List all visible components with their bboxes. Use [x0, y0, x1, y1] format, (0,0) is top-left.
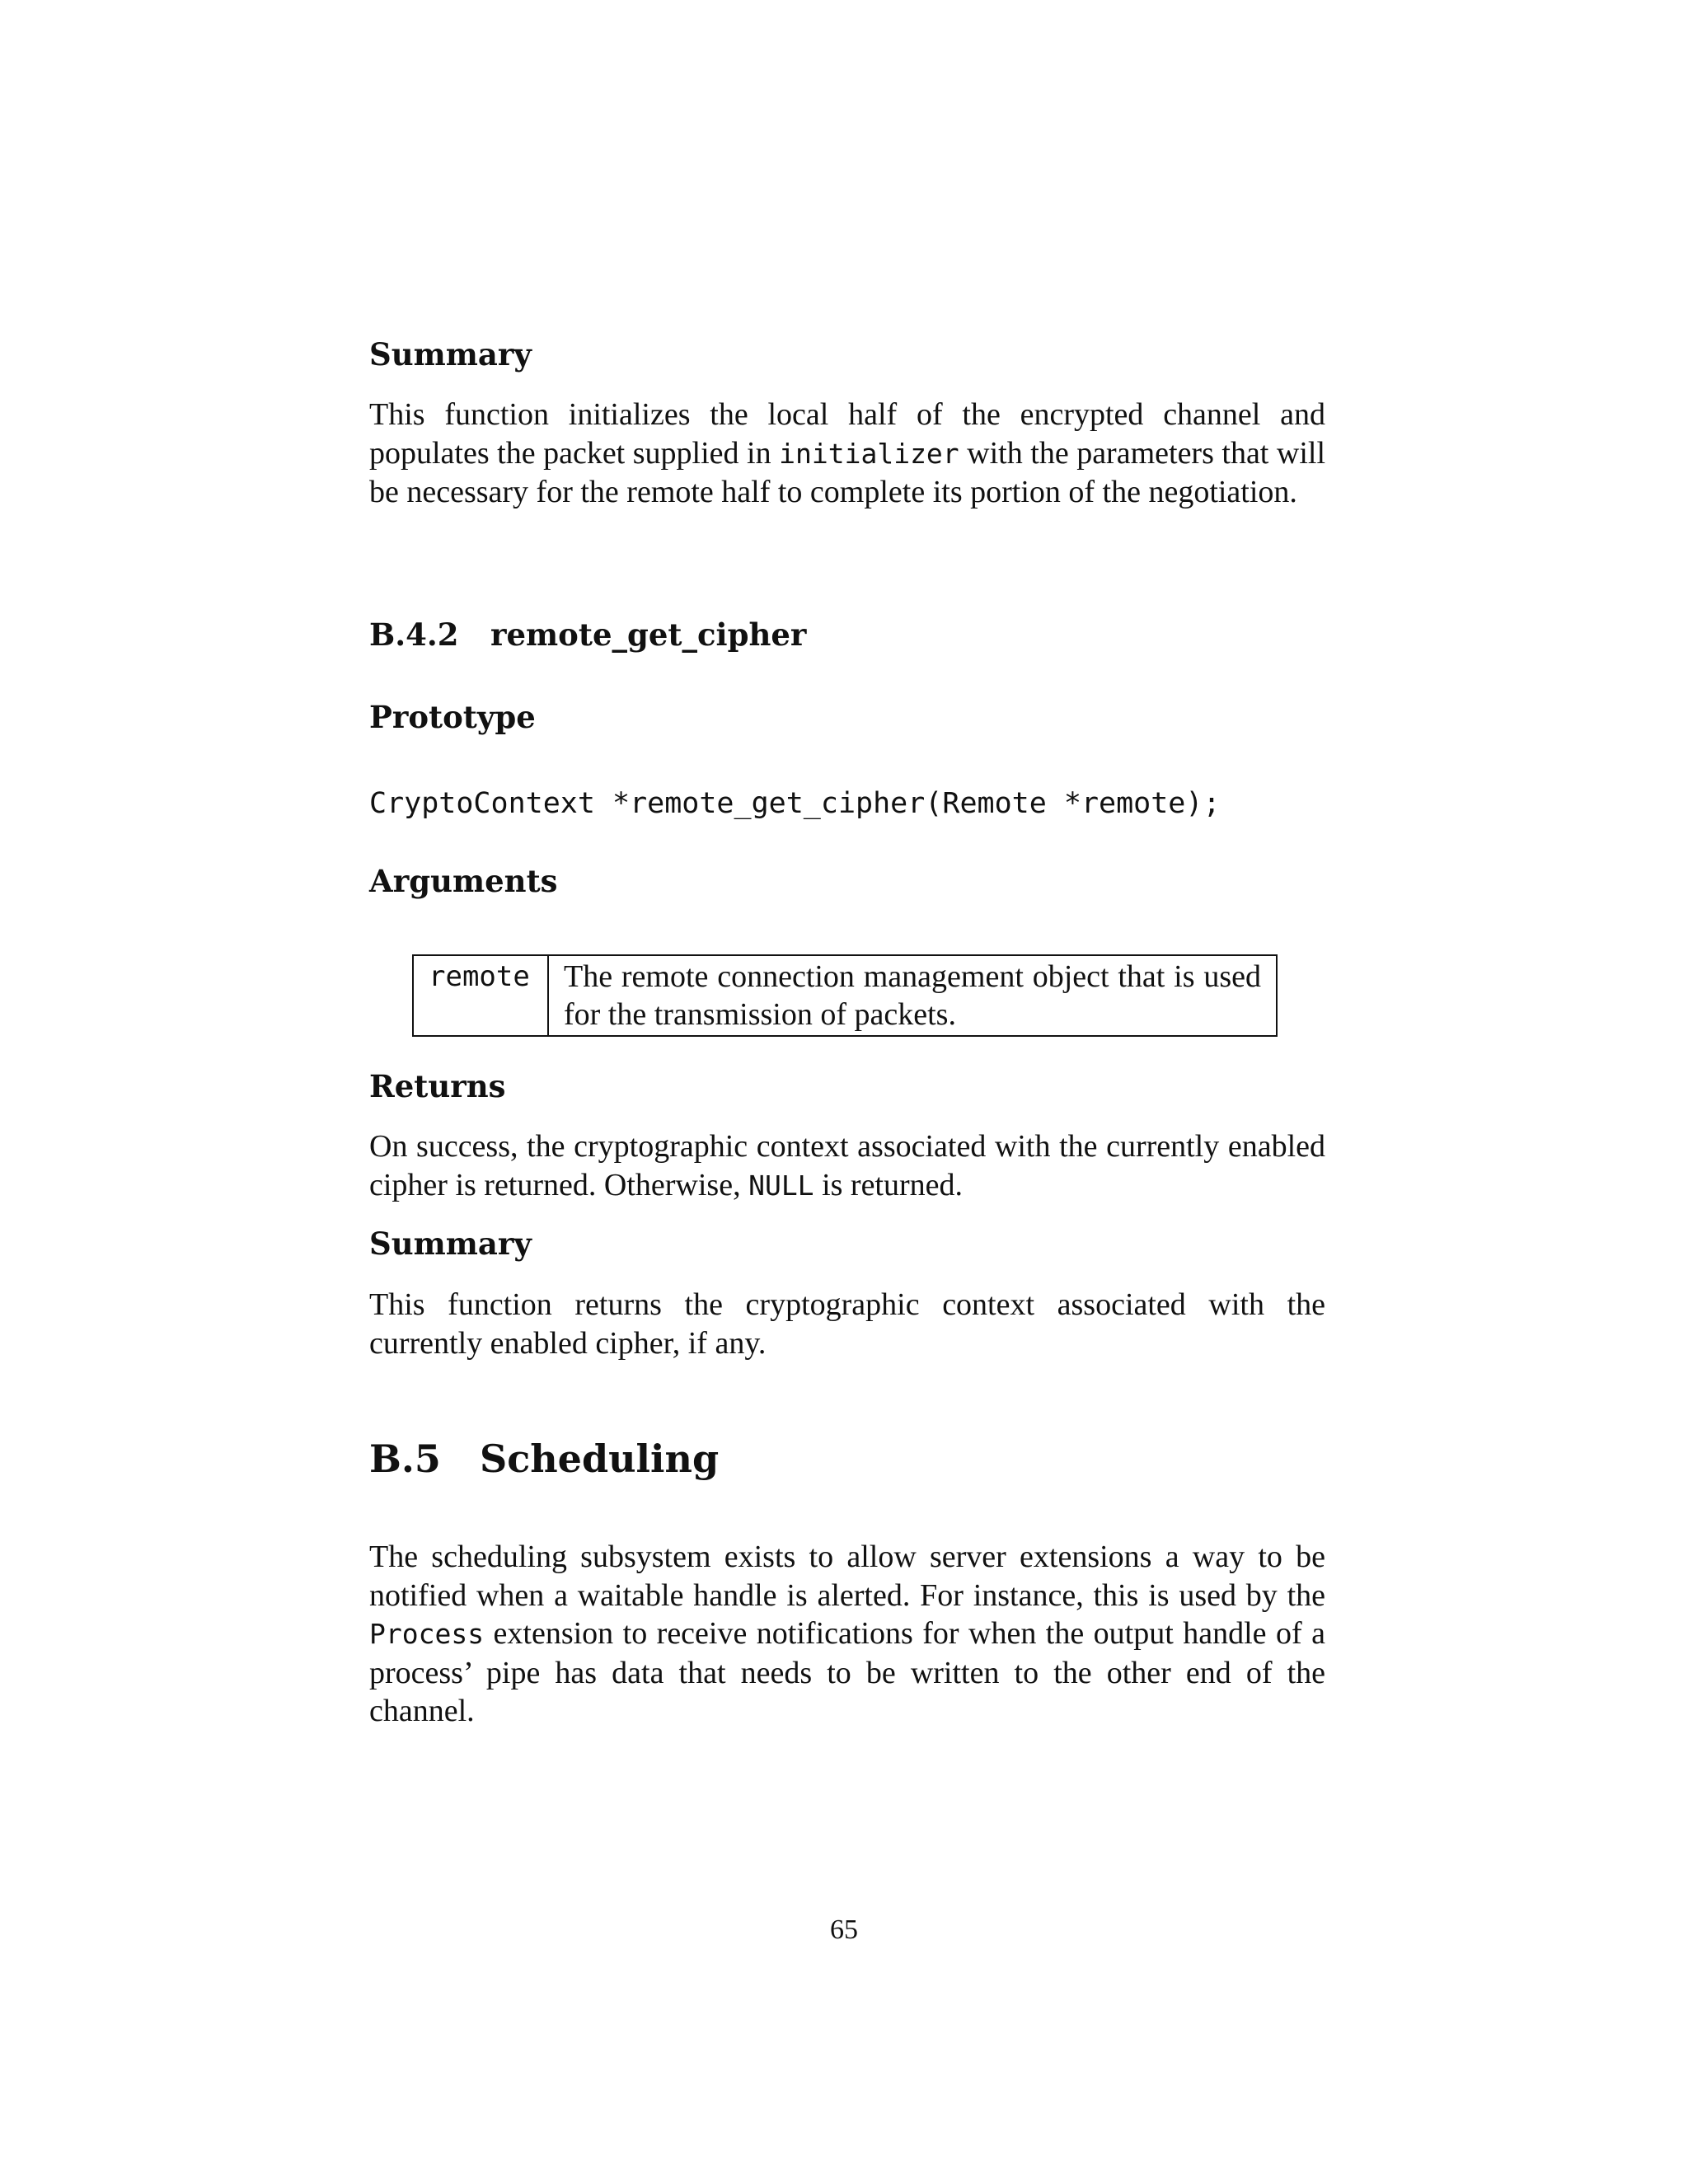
section-title: Scheduling [480, 1436, 720, 1481]
returns-paragraph [369, 1127, 1325, 1205]
summary-paragraph [369, 396, 1325, 512]
table-row [413, 955, 1277, 1036]
prototype-heading: Prototype [369, 699, 536, 735]
summary-heading-2: Summary [369, 1226, 532, 1262]
arguments-heading: Arguments [369, 863, 558, 899]
subsection-title: remote_get_cipher [490, 616, 807, 653]
summary-heading: Summary [369, 336, 532, 373]
section-number: B.5 [369, 1436, 441, 1481]
summary-text-after: with the parameters that will be necessary for the remote half to complete its portion of the negotiation. [369, 435, 1325, 509]
returns-text-before: On success, the cryptographic context associated with the currently enabled cipher is returned. Otherwise, [369, 1129, 1325, 1202]
section-text-before: The scheduling subsystem exists to allow server extensions a way to be notified when a waitable handle is alerted. For instance, this is used by the [369, 1540, 1325, 1613]
argument-description: The remote connection management object that is used for the transmission of packets. [564, 959, 1261, 1032]
prototype-code: CryptoContext *remote_get_cipher(Remote *remote); [369, 787, 1221, 820]
page-number: 65 [830, 1915, 858, 1945]
summary-paragraph-2: This function returns the cryptographic context associated with the currently enabled cipher, if any. [369, 1287, 1325, 1361]
subsection-heading [369, 616, 1325, 653]
section-paragraph [369, 1538, 1325, 1731]
returns-heading: Returns [369, 1068, 506, 1104]
initializer-code: initializer [779, 437, 959, 470]
null-code: NULL [748, 1169, 814, 1202]
argument-name: remote [413, 955, 548, 1036]
returns-text-after: is returned. [814, 1167, 964, 1202]
section-text-after: extension to receive notifications for when the output handle of a process’ pipe has data that needs to be written to the other end of the channel. [369, 1616, 1325, 1728]
process-code: Process [369, 1618, 485, 1650]
section-heading [369, 1436, 1325, 1482]
summary-text-before: This function initializes the local half of the encrypted channel and populates the packet supplied in [369, 397, 1325, 471]
subsection-number: B.4.2 [369, 616, 459, 653]
arguments-table [412, 954, 1278, 1037]
